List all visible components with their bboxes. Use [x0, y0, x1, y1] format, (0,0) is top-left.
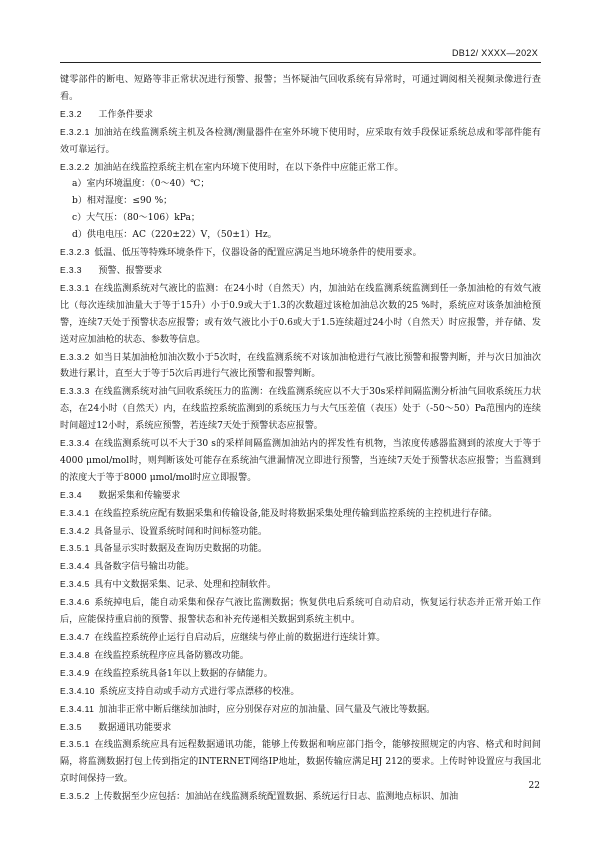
clause-number: E.3.4.11 [60, 703, 95, 714]
paragraph-text: 加油站在线监测系统主机及各检测/测量器件在室外环境下使用时，应采取有效手段保证系统总成和零部件能有效可靠运行。 [60, 127, 541, 155]
clause-number: E.3.4.10 [60, 685, 95, 696]
paragraph [60, 594, 541, 629]
paragraph-text: 在线监测系统应具有远程数据通讯功能，能够上传数据和响应部门指令，能够按照规定的内容、格式和时间间隔，将监测数据打包上传到指定的INTERNET网络IP地址，数据传输应满足HJ 212的要求。上传时钟设置应与我国北京时间保持一致。 [60, 740, 541, 785]
paragraph-text: 在线监测系统可以不大于30 s的采样间隔监测加油站内的挥发性有机物，当浓度传感器监测到的浓度大于等于4000 μmol/mol时，则判断该处可能存在系统油气泄漏情况立即进行预警，当连续7天处于预警状态应报警；当监测到的浓度大于等于8000 μmol/mol时应立即报警。 [60, 439, 541, 483]
clause-number: E.3.4.8 [60, 649, 90, 660]
paragraph-text: c）大气压：（80～106）kPa； [72, 213, 200, 224]
document-code: DB12/ XXXX—202X [451, 48, 538, 58]
paragraph [60, 576, 541, 594]
paragraph-text: 具备显示实时数据及查询历史数据的功能。 [94, 544, 268, 555]
paragraph-text: 系统应支持自动或手动方式进行零点漂移的校准。 [99, 686, 300, 697]
clause-number: E.3.5.1 [60, 739, 90, 750]
paragraph [60, 629, 541, 647]
clause-number: E.3.5 [60, 721, 82, 732]
paragraph [60, 558, 541, 576]
paragraph [60, 159, 541, 177]
list-item [60, 227, 541, 244]
document-body [60, 72, 541, 806]
paragraph [60, 683, 541, 701]
paragraph [60, 665, 541, 683]
clause-number: E.3.4.2 [60, 525, 90, 536]
section-heading [60, 262, 541, 280]
section-heading [60, 106, 541, 124]
paragraph [60, 435, 541, 487]
clause-number: E.3.5.2 [60, 791, 90, 802]
list-item [60, 176, 541, 193]
paragraph-text: 加油站在线监控系统主机在室内环境下使用时，在以下条件中应能正常工作。 [94, 162, 404, 173]
clause-number: E.3.4.7 [60, 632, 90, 642]
clause-number: E.3.2.2 [60, 161, 90, 172]
list-item [60, 210, 541, 227]
paragraph-text: 如当日某加油枪加油次数小于5次时，在线监测系统不对该加油枪进行气液比预警和报警判断，并与次日加油次数进行累计，直至大于等于5次后再进行气液比预警和报警判断。 [60, 352, 541, 380]
clause-number: E.3.4.6 [60, 597, 90, 608]
section-heading [60, 719, 541, 737]
paragraph-text: b）相对湿度：≤90 %； [72, 196, 173, 207]
paragraph [60, 349, 541, 384]
paragraph-text: 具备显示、设置系统时间和时间标签功能。 [94, 526, 268, 537]
paragraph-text: 预警、报警要求 [98, 265, 163, 276]
page-number: 22 [528, 781, 540, 791]
paragraph-text: 在线监测系统对油气回收系统压力的监测：在线监测系统应以不大于30s采样间隔监测分析油气回收系统压力状态，在24小时（自然天）内，在线监控系统监测到的系统压力与大气压差值（表压）处于（-50～50）Pa范围内的连续时间超过12小时，系统应预警，若连续7天处于预警状态应报警。 [60, 387, 541, 432]
header-divider [60, 62, 541, 63]
clause-number: E.3.3.1 [60, 282, 90, 293]
clause-number: E.3.5.1 [60, 543, 90, 554]
paragraph-text: 上传数据至少应包括：加油站在线监测系统配置数据、系统运行日志、监测地点标识、加油 [94, 792, 459, 803]
paragraph-text: 具有中文数据采集、记录、处理和控制软件。 [94, 580, 277, 591]
clause-number: E.3.3.4 [60, 438, 90, 449]
paragraph-text: 数据通讯功能要求 [98, 722, 172, 733]
clause-number: E.3.2.1 [60, 126, 90, 137]
paragraph [60, 523, 541, 541]
paragraph-text: 加油非正常中断后继续加油时，应分别保存对应的加油量、回气量及气液比等数据。 [98, 704, 436, 715]
paragraph-text: 低温、低压等特殊环境条件下，仪器设备的配置应满足当地环境条件的使用要求。 [94, 248, 422, 259]
paragraph [60, 701, 541, 719]
paragraph-text: a）室内环境温度：（0～40）℃； [72, 179, 210, 190]
section-heading [60, 487, 541, 505]
paragraph [60, 540, 541, 558]
clause-number: E.3.2 [60, 108, 82, 119]
clause-number: E.3.3 [60, 264, 82, 275]
clause-number: E.3.4 [60, 489, 82, 500]
paragraph [60, 505, 541, 523]
paragraph [60, 736, 541, 788]
paragraph-text: 系统掉电后，能自动采集和保存气液比监测数据；恢复供电后系统可自动启动，恢复运行状态并正常开始工作后，应能保持重启前的预警、报警状态和补充传递相关数据到系统主机中。 [60, 598, 541, 626]
clause-number: E.3.4.4 [60, 561, 90, 572]
clause-number: E.3.3.2 [60, 351, 90, 362]
paragraph-text: 在线监测系统对气液比的监测：在24小时（自然天）内，加油站在线监测系统监测到任一条加油枪的有效气液比（每次连续加油量大于等于15升）小于0.9或大于1.3的次数超过该枪加油总次数的25 %时，系统应对该条加油枪预警，连续7天处于预警状态应报警；或有效气液比小于0.6或大于1.5连续超过24小时（自然天）时应报警，并存储、发送对应加油枪的状态、参数等信息。 [60, 283, 541, 345]
paragraph [60, 72, 541, 106]
paragraph-text: 具备数字信号输出功能。 [94, 562, 195, 573]
paragraph-text: 在线监控系统停止运行自启动后，应继续与停止前的数据进行连续计算。 [94, 633, 386, 643]
paragraph-text: 键零部件的断电、短路等非正常状况进行预警、报警；当怀疑油气回收系统有异常时，可通过调阅相关视频录像进行查看。 [60, 75, 541, 102]
paragraph-text: 工作条件要求 [98, 109, 153, 120]
paragraph [60, 788, 541, 806]
list-item [60, 193, 541, 210]
clause-number: E.3.4.1 [60, 507, 90, 518]
paragraph [60, 244, 541, 262]
clause-number: E.3.3.3 [60, 386, 90, 397]
clause-number: E.3.2.3 [60, 247, 90, 258]
paragraph-text: d）供电电压：AC（220±22）V，（50±1）Hz。 [72, 230, 277, 241]
clause-number: E.3.4.5 [60, 579, 90, 590]
paragraph [60, 124, 541, 159]
paragraph-text: 在线监控系统具备1年以上数据的存储能力。 [94, 668, 273, 679]
clause-number: E.3.4.9 [60, 667, 90, 678]
paragraph [60, 647, 541, 665]
paragraph [60, 280, 541, 349]
paragraph-text: 在线监控系统应配有数据采集和传输设备,能及时将数据采集处理传输到监控系统的主控机进行存储。 [94, 508, 498, 519]
paragraph-text: 在线监控系统程序应具备防篡改功能。 [94, 650, 249, 661]
paragraph-text: 数据采集和传输要求 [98, 490, 181, 501]
paragraph [60, 383, 541, 435]
